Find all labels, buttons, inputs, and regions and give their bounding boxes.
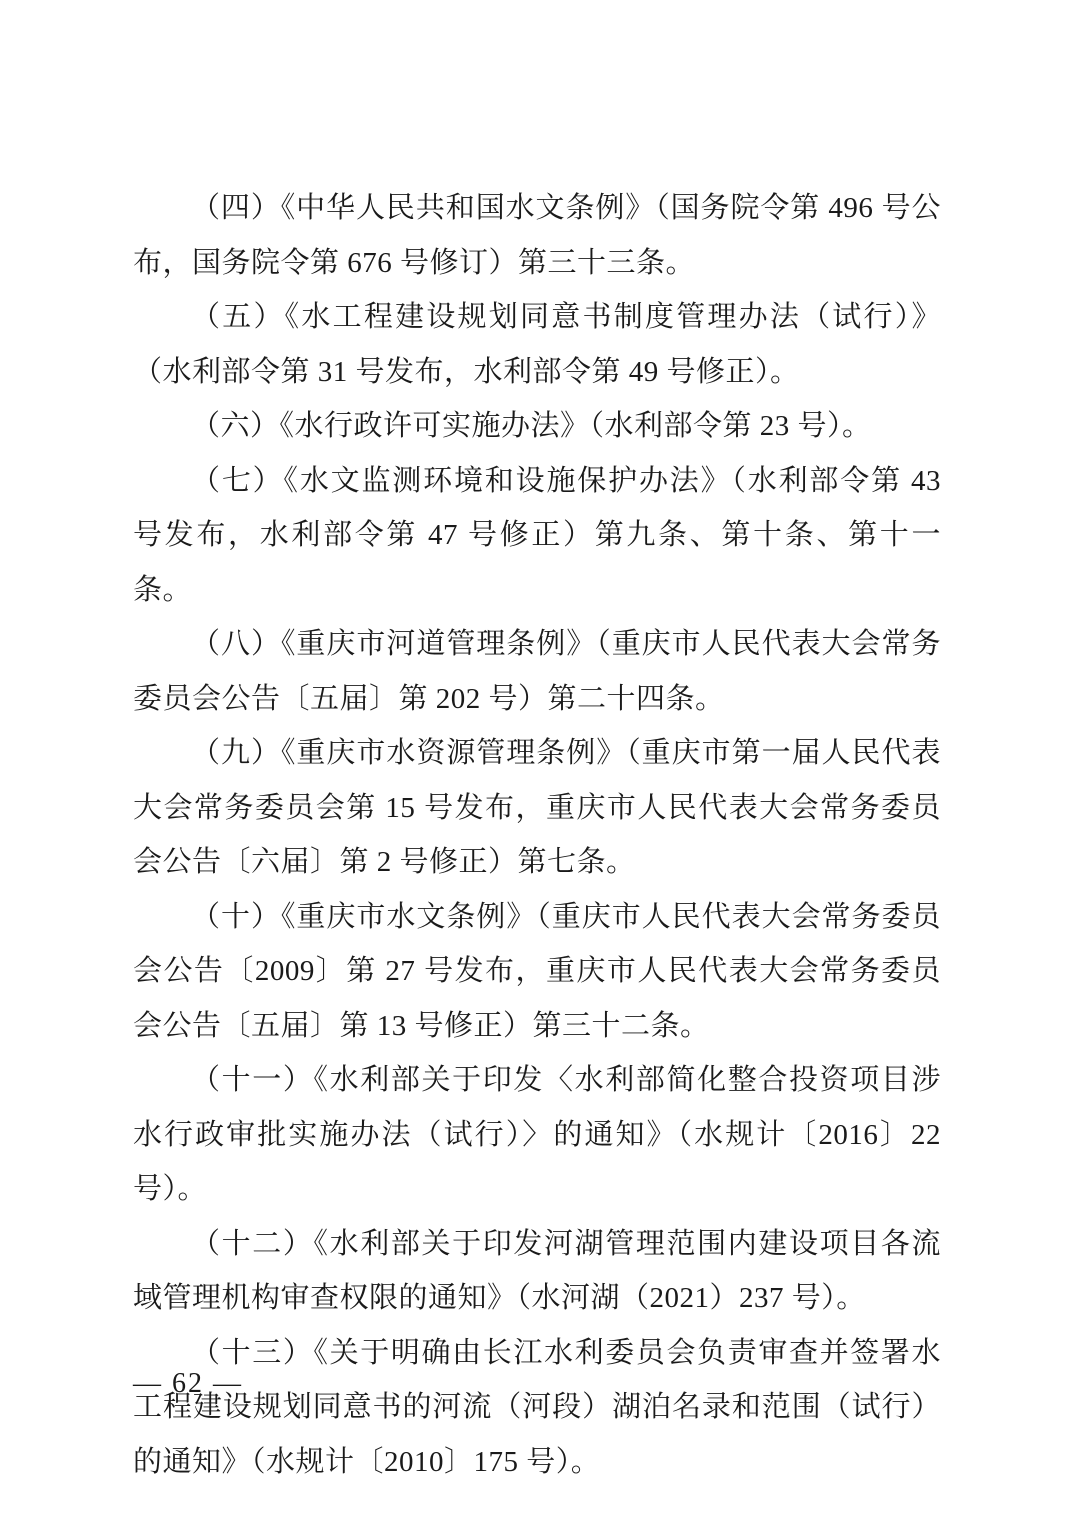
document-body bbox=[133, 181, 941, 1489]
legal-item-paragraph: （十二）《水利部关于印发河湖管理范围内建设项目各流域管理机构审查权限的通知》（水河湖（2021）237 号）。 bbox=[133, 1227, 941, 1314]
legal-item-paragraph: （七）《水文监测环境和设施保护办法》（水利部令第 43 号发布，水利部令第 47 号修正）第九条、第十条、第十一条。 bbox=[133, 464, 941, 606]
legal-item-paragraph: （五）《水工程建设规划同意书制度管理办法（试行）》（水利部令第 31 号发布，水利部令第 49 号修正）。 bbox=[133, 301, 941, 388]
legal-item-paragraph: （六）《水行政许可实施办法》（水利部令第 23 号）。 bbox=[191, 410, 872, 442]
legal-item-paragraph: （十三）《关于明确由长江水利委员会负责审查并签署水工程建设规划同意书的河流（河段）湖泊名录和范围（试行）的通知》（水规计〔2010〕175 号）。 bbox=[133, 1336, 941, 1478]
legal-item-paragraph: （十一）《水利部关于印发〈水利部简化整合投资项目涉水行政审批实施办法（试行）〉的通知》（水规计〔2016〕22 号）。 bbox=[133, 1064, 941, 1205]
legal-item-paragraph: （八）《重庆市河道管理条例》（重庆市人民代表大会常务委员会公告〔五届〕第 202 号）第二十四条。 bbox=[133, 628, 941, 715]
page-number: — 62 — bbox=[133, 1368, 243, 1399]
legal-item-paragraph: （十）《重庆市水文条例》（重庆市人民代表大会常务委员会公告〔2009〕第 27 号发布，重庆市人民代表大会常务委员会公告〔五届〕第 13 号修正）第三十二条。 bbox=[133, 900, 941, 1042]
legal-item-paragraph: （四）《中华人民共和国水文条例》（国务院令第 496 号公布，国务院令第 676 号修订）第三十三条。 bbox=[133, 192, 941, 279]
legal-item-paragraph: （九）《重庆市水资源管理条例》（重庆市第一届人民代表大会常务委员会第 15 号发布，重庆市人民代表大会常务委员会公告〔六届〕第 2 号修正）第七条。 bbox=[133, 737, 941, 878]
